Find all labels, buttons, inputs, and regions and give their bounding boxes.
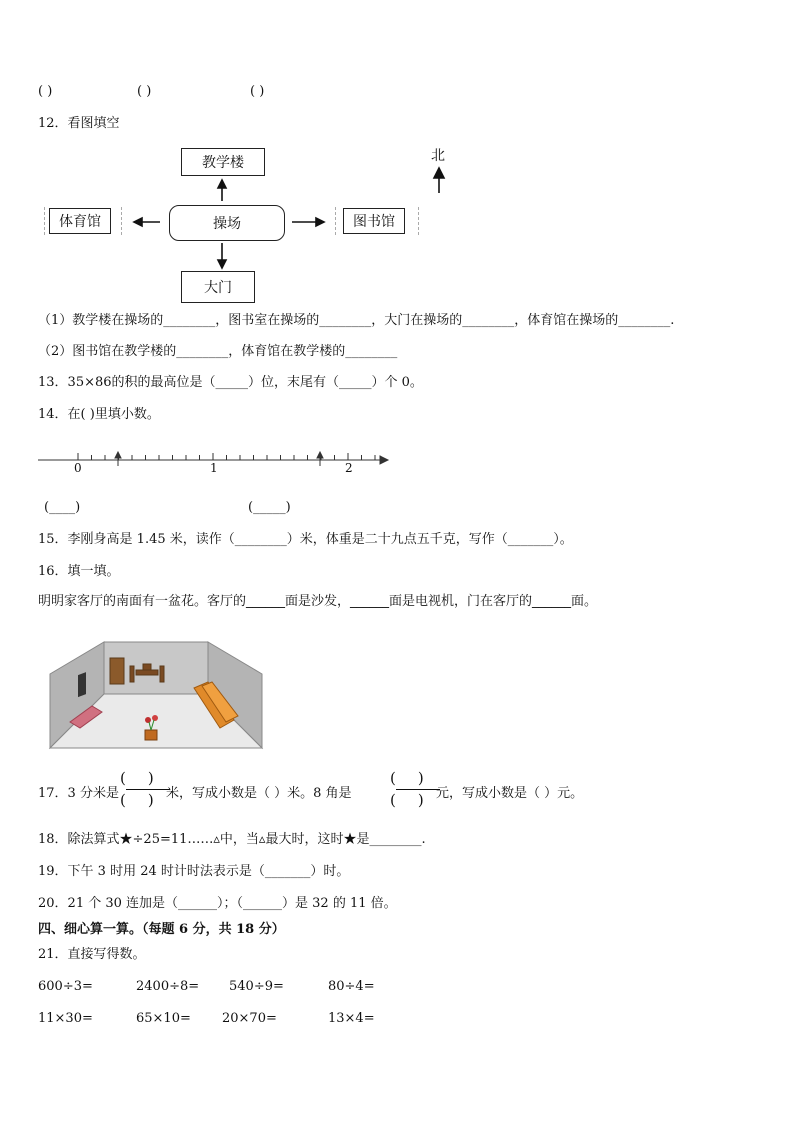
fraction-2-denominator: () xyxy=(390,791,446,809)
answer-paren-3: ( ) xyxy=(250,84,265,99)
answer-paren-2: ( ) xyxy=(137,84,152,99)
q18-text: 18．除法算式★÷25=11……▵中，当▵最大时，这时★是________. xyxy=(38,832,426,847)
calc-item: 600÷3= xyxy=(38,979,93,994)
calc-item: 540÷9= xyxy=(229,979,284,994)
q12-sentence-1: （1）教学楼在操场的________，图书室在操场的________，大门在操场的________，体育馆在操场的________. xyxy=(38,313,675,328)
calc-item: 20×70= xyxy=(222,1011,277,1026)
q17-part-c: 元，写成小数是（ ）元。 xyxy=(436,786,584,801)
gym-box: 体育馆 xyxy=(49,208,111,234)
q14-blank-1: (____) xyxy=(44,500,81,515)
q17-part-a: 17．3 分米是 xyxy=(38,786,119,801)
answer-paren-1: ( ) xyxy=(38,84,53,99)
calc-item: 2400÷8= xyxy=(136,979,200,994)
fraction-1-denominator: () xyxy=(120,791,176,809)
q17-part-b: 米，写成小数是（ ）米。8 角是 xyxy=(166,786,352,801)
q19-text: 19．下午 3 时用 24 时计时法表示是（_______）时。 xyxy=(38,864,350,879)
calc-item: 11×30= xyxy=(38,1011,93,1026)
section-4-heading: 四、细心算一算。（每题 6 分，共 18 分） xyxy=(38,922,285,937)
q14-title: 14．在( )里填小数。 xyxy=(38,407,160,422)
q20-text: 20．21 个 30 连加是（______）；（______）是 32 的 11 倍。 xyxy=(38,896,397,911)
door xyxy=(110,658,124,684)
q12-sentence-2: （2）图书馆在教学楼的________，体育馆在教学楼的________ xyxy=(38,344,398,359)
teaching-building-box: 教学楼 xyxy=(181,148,265,176)
q14-blank-2: (_____) xyxy=(248,500,291,515)
q16-title: 16．填一填。 xyxy=(38,564,120,579)
fraction-2-numerator: () xyxy=(390,769,446,787)
calc-item: 65×10= xyxy=(136,1011,191,1026)
gate-box: 大门 xyxy=(181,271,255,303)
tick-label-1: 1 xyxy=(210,461,218,475)
tick-label-0: 0 xyxy=(74,461,82,475)
q15-text: 15．李刚身高是 1.45 米，读作（________）米，体重是二十九点五千克，写作（_______）。 xyxy=(38,532,573,547)
map-arrows xyxy=(0,0,794,320)
calc-item: 80÷4= xyxy=(328,979,375,994)
library-box: 图书馆 xyxy=(343,208,405,234)
q21-title: 21．直接写得数。 xyxy=(38,947,146,962)
q13-text: 13．35×86的积的最高位是（_____）位，末尾有（_____）个 0。 xyxy=(38,375,423,390)
playground-box: 操场 xyxy=(169,205,285,241)
calc-item: 13×4= xyxy=(328,1011,375,1026)
q16-text: 明明家客厅的南面有一盆花。客厅的______面是沙发，______面是电视机，门在客厅的______面。 xyxy=(38,594,598,609)
living-room-illustration xyxy=(48,638,268,756)
north-label: 北 xyxy=(431,148,445,164)
q12-title: 12．看图填空 xyxy=(38,116,120,131)
fraction-1-numerator: () xyxy=(120,769,176,787)
tick-label-2: 2 xyxy=(345,461,353,475)
